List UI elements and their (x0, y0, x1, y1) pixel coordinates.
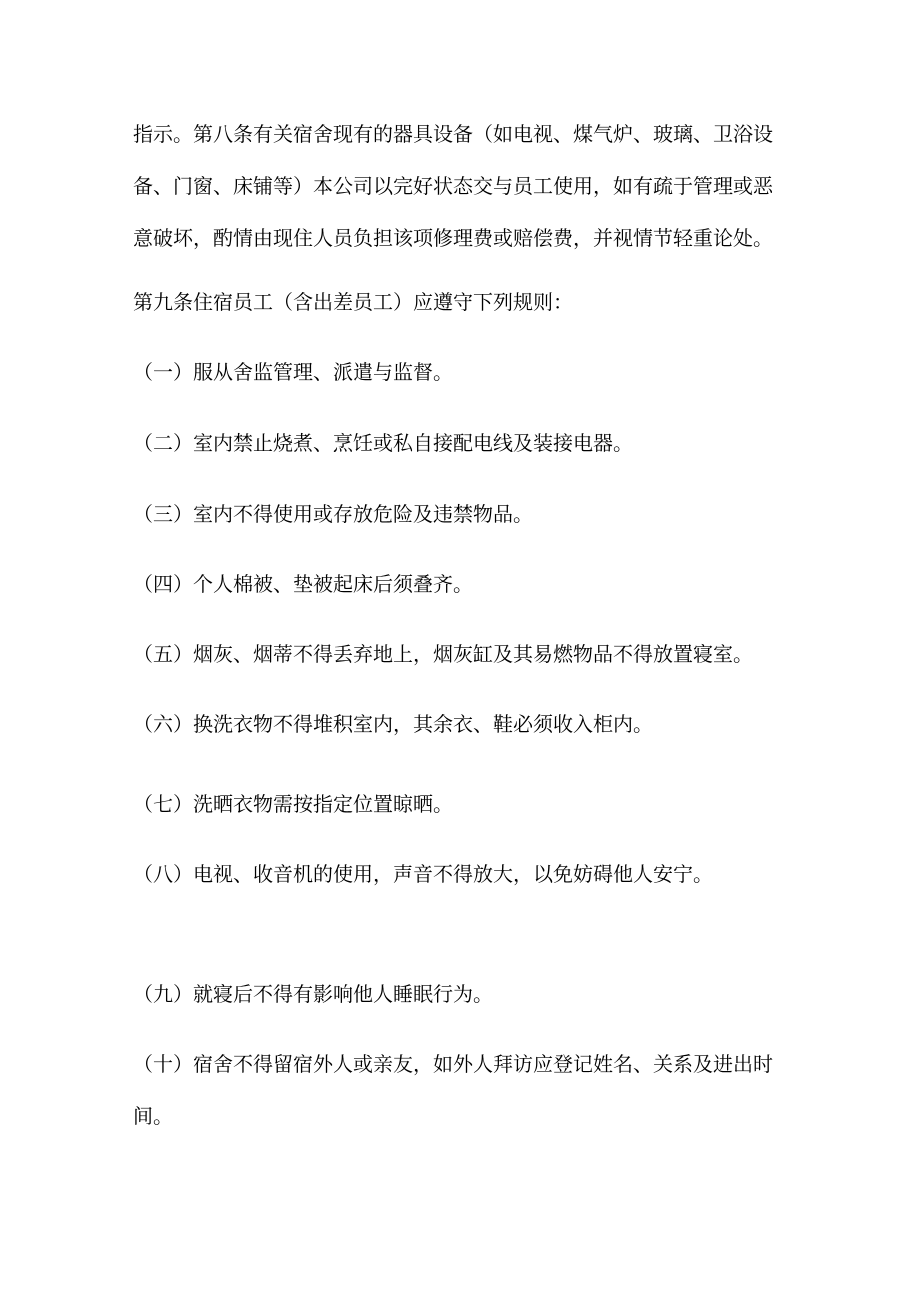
rule-item-4: （四）个人棉被、垫被起床后须叠齐。 (133, 572, 473, 596)
rule-item-6: （六）换洗衣物不得堆积室内，其余衣、鞋必须收入柜内。 (133, 712, 653, 736)
rule-item-9: （九）就寝后不得有影响他人睡眠行为。 (133, 982, 493, 1006)
text-line: （十）宿舍不得留宿外人或亲友，如外人拜访应登记姓名、关系及进出时 (133, 1052, 773, 1076)
rule-item-1: （一）服从舍监管理、派遣与监督。 (133, 360, 453, 384)
text-line: 间。 (133, 1104, 173, 1128)
rule-item-2: （二）室内禁止烧煮、烹饪或私自接配电线及装接电器。 (133, 431, 633, 455)
text-line: 备、门窗、床铺等）本公司以完好状态交与员工使用，如有疏于管理或恶 (133, 174, 773, 198)
rule-item-7: （七）洗晒衣物需按指定位置晾晒。 (133, 792, 453, 816)
paragraph-article-8 (133, 108, 793, 264)
text-line: 意破坏，酌情由现住人员负担该项修理费或赔偿费，并视情节轻重论处。 (133, 226, 773, 250)
rule-item-10 (133, 1038, 793, 1142)
rule-item-5: （五）烟灰、烟蒂不得丢弃地上，烟灰缸及其易燃物品不得放置寝室。 (133, 642, 753, 666)
text-line: 指示。第八条有关宿舍现有的器具设备（如电视、煤气炉、玻璃、卫浴设 (133, 122, 773, 146)
article-9-heading: 第九条住宿员工（含出差员工）应遵守下列规则： (133, 290, 573, 314)
rule-item-3: （三）室内不得使用或存放危险及违禁物品。 (133, 502, 533, 526)
rule-item-8: （八）电视、收音机的使用，声音不得放大，以免妨碍他人安宁。 (133, 862, 713, 886)
